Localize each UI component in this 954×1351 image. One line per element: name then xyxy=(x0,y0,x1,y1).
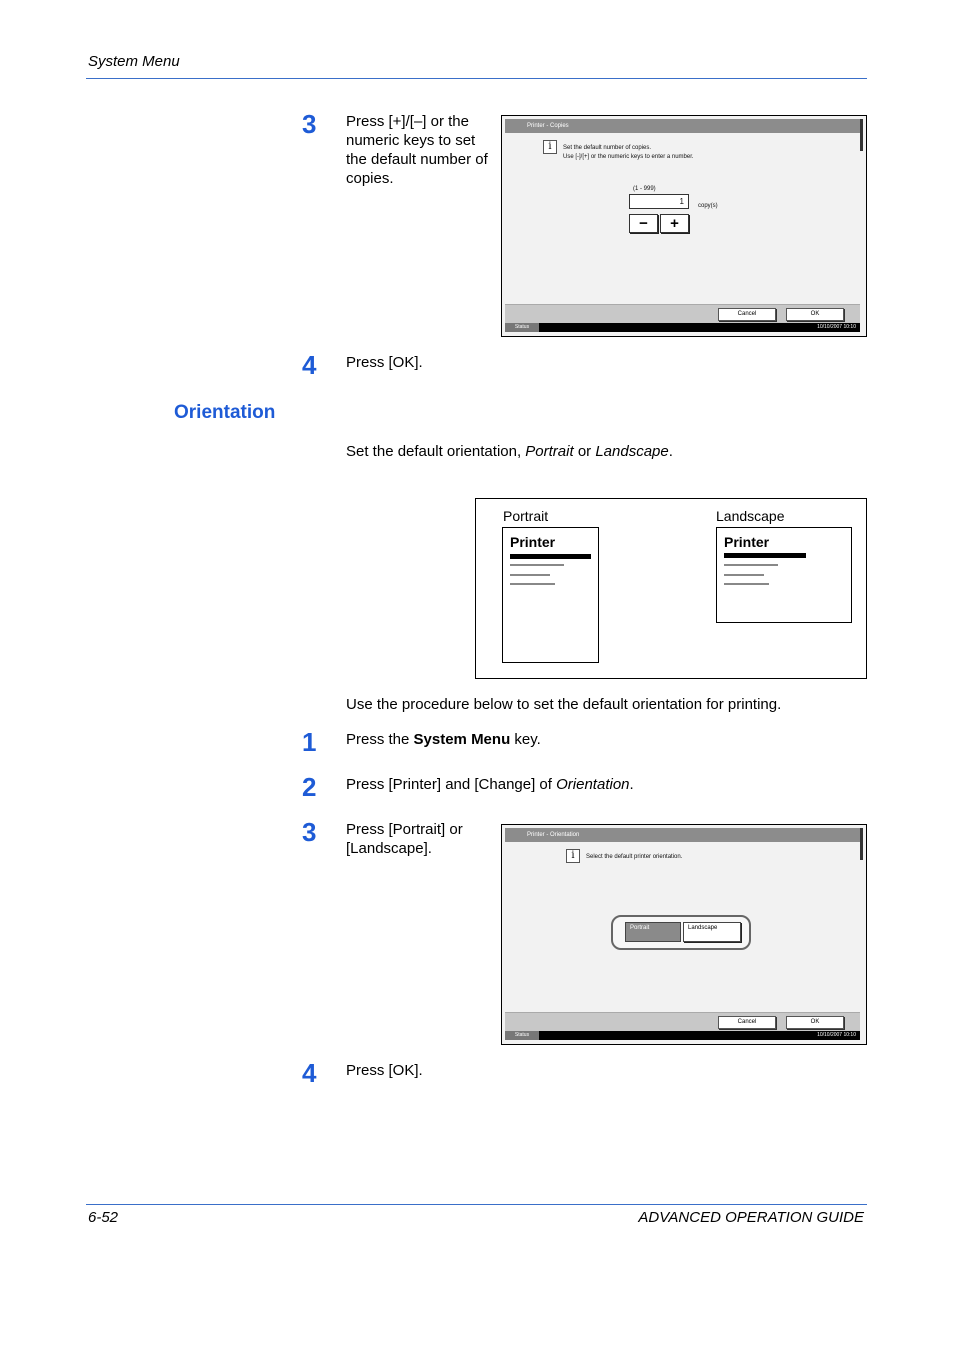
status-bar xyxy=(505,323,860,332)
screen-button-bar xyxy=(505,304,860,323)
status-button[interactable]: Status xyxy=(505,1031,539,1040)
ok-button[interactable]: OK xyxy=(786,308,844,321)
step-part: Press [Printer] and [Change] of xyxy=(346,776,557,793)
orientation-term: Orientation xyxy=(556,776,630,793)
scrollbar[interactable] xyxy=(860,119,863,151)
screen-title: Printer - Orientation xyxy=(505,828,860,842)
unit-label: copy(s) xyxy=(698,203,718,209)
running-header: System Menu xyxy=(88,53,180,70)
range-label: (1 - 999) xyxy=(633,186,656,192)
copies-input[interactable] xyxy=(629,194,689,209)
step-part: key. xyxy=(510,731,541,748)
paper-line xyxy=(510,583,555,585)
orientation-screen xyxy=(501,824,867,1045)
landscape-button[interactable]: Landscape xyxy=(683,922,741,942)
step-number: 4 xyxy=(302,350,317,380)
step-number: 4 xyxy=(302,1058,317,1088)
intro-part: or xyxy=(573,443,596,460)
header-rule xyxy=(86,78,867,79)
step-text: Press [+]/[–] or the numeric keys to set the default number of copies. xyxy=(346,113,488,187)
step-part: . xyxy=(629,776,634,793)
system-menu-key: System Menu xyxy=(413,731,511,748)
info-text: Use [-]/[+] or the numeric keys to enter a number. xyxy=(563,154,694,160)
step-text: Press [OK]. xyxy=(346,354,423,371)
guide-title: ADVANCED OPERATION GUIDE xyxy=(638,1209,864,1226)
info-text: Set the default number of copies. xyxy=(563,145,652,151)
page-number: 6-52 xyxy=(88,1209,119,1226)
orientation-selector xyxy=(611,915,751,950)
step-number: 3 xyxy=(302,109,317,139)
portrait-button[interactable]: Portrait xyxy=(625,922,681,942)
plus-button[interactable]: + xyxy=(660,214,689,233)
section-heading: Orientation xyxy=(174,402,276,423)
step-text xyxy=(346,730,541,749)
copies-value: 1 xyxy=(679,197,684,206)
ok-button[interactable]: OK xyxy=(786,1016,844,1029)
landscape-label: Landscape xyxy=(716,508,785,524)
status-datetime: 10/10/2007 10:10 xyxy=(817,324,856,330)
intro-portrait: Portrait xyxy=(525,443,574,460)
paper-bar xyxy=(510,554,591,559)
paper-bar xyxy=(724,553,806,558)
scrollbar[interactable] xyxy=(860,828,863,860)
landscape-paper xyxy=(716,527,852,623)
orientation-figure xyxy=(475,498,867,679)
screen-title: Printer - Copies xyxy=(505,119,860,133)
step-text: Press [Portrait] or [Landscape]. xyxy=(346,821,463,857)
paper-title: Printer xyxy=(510,534,556,550)
intro-part: . xyxy=(668,443,673,460)
minus-button[interactable]: − xyxy=(629,214,658,233)
intro-text xyxy=(346,442,673,461)
copies-screen xyxy=(501,115,867,337)
step-number: 1 xyxy=(302,727,317,757)
intro-landscape: Landscape xyxy=(595,443,669,460)
step-text xyxy=(346,775,634,794)
cancel-button[interactable]: Cancel xyxy=(718,308,776,321)
portrait-paper xyxy=(502,527,599,663)
paper-line xyxy=(724,574,764,576)
paper-line xyxy=(510,574,550,576)
paper-line xyxy=(724,564,778,566)
cancel-button[interactable]: Cancel xyxy=(718,1016,776,1029)
info-icon: i xyxy=(566,849,580,863)
status-bar xyxy=(505,1031,860,1040)
paper-line xyxy=(724,583,769,585)
intro-part: Set the default orientation, xyxy=(346,443,526,460)
paper-line xyxy=(510,564,564,566)
status-datetime: 10/10/2007 10:10 xyxy=(817,1032,856,1038)
step-text: Press [OK]. xyxy=(346,1062,423,1079)
step-number: 3 xyxy=(302,817,317,847)
screen-button-bar xyxy=(505,1012,860,1031)
status-button[interactable]: Status xyxy=(505,323,539,332)
step-part: Press the xyxy=(346,731,414,748)
portrait-label: Portrait xyxy=(503,508,549,524)
info-text: Select the default printer orientation. xyxy=(586,854,683,860)
info-icon: i xyxy=(543,140,557,154)
footer-rule xyxy=(86,1204,867,1205)
paper-title: Printer xyxy=(724,534,770,550)
procedure-text: Use the procedure below to set the default orientation for printing. xyxy=(346,696,782,713)
step-number: 2 xyxy=(302,772,317,802)
